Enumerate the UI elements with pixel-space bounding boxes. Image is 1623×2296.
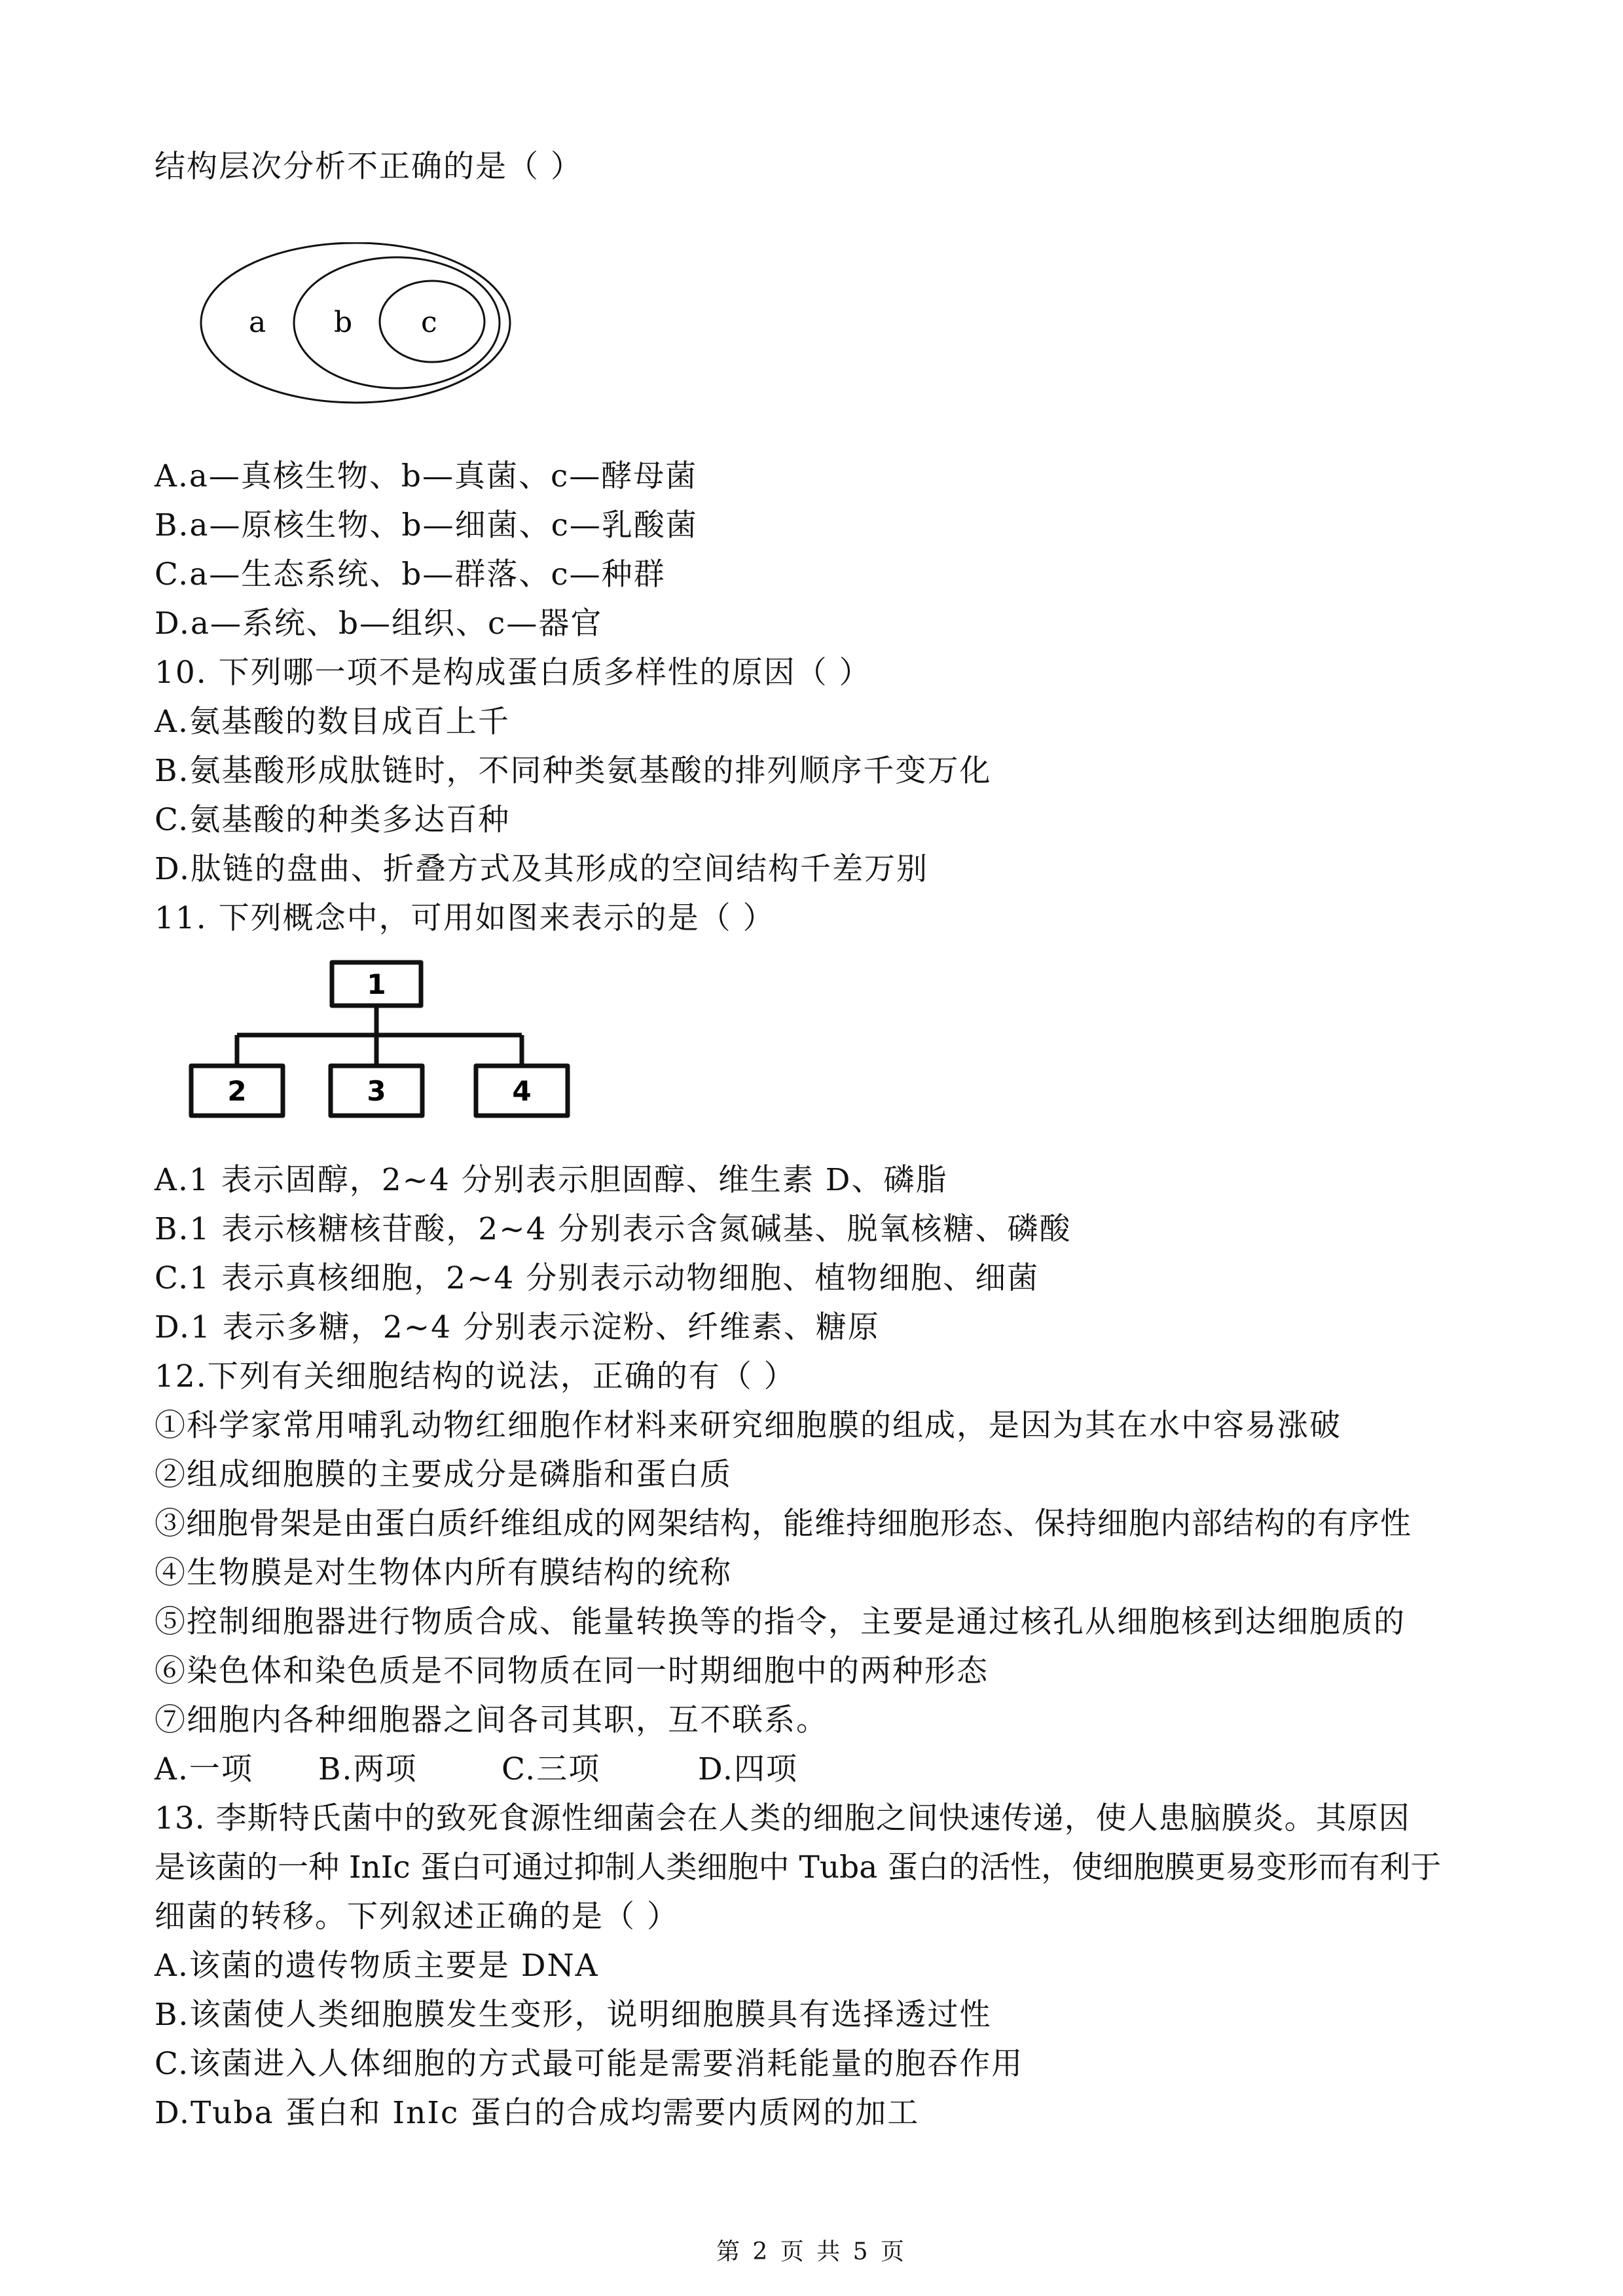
q12-stem: 12.下列有关细胞结构的说法，正确的有（ ） xyxy=(155,1358,796,1394)
nested-ellipse-diagram xyxy=(190,242,530,432)
q12-options-row xyxy=(155,1750,798,1789)
q9-option-b: B.a—原核生物、b—细菌、c—乳酸菌 xyxy=(155,507,698,543)
q11-option-d: D.1 表示多糖，2~4 分别表示淀粉、纤维素、糖原 xyxy=(155,1309,880,1345)
box-2-label: 2 xyxy=(227,1075,247,1107)
q13-option-a: A.该菌的遗传物质主要是 DNA xyxy=(155,1948,599,1984)
q10-option-d: D.肽链的盘曲、折叠方式及其形成的空间结构千差万别 xyxy=(155,851,928,887)
q13-option-c: C.该菌进入人体细胞的方式最可能是需要消耗能量的胞吞作用 xyxy=(155,2046,1024,2082)
q12-option-c: C.三项 xyxy=(501,1751,601,1787)
q10-option-c: C.氨基酸的种类多达百种 xyxy=(155,802,511,838)
box-3-label: 3 xyxy=(367,1075,386,1107)
label-c: c xyxy=(421,306,437,339)
ellipse-a xyxy=(201,243,510,403)
q9-option-c: C.a—生态系统、b—群落、c—种群 xyxy=(155,556,666,592)
q9-stem-tail: 结构层次分析不正确的是（ ） xyxy=(155,149,583,185)
q12-statement-2: ②组成细胞膜的主要成分是磷脂和蛋白质 xyxy=(155,1457,732,1493)
ellipse-b xyxy=(294,257,500,388)
q12-option-b: B.两项 xyxy=(318,1751,418,1787)
page-footer: 第 2 页 共 5 页 xyxy=(716,2238,907,2265)
q11-option-b: B.1 表示核糖核苷酸，2~4 分别表示含氮碱基、脱氧核糖、磷酸 xyxy=(155,1211,1072,1247)
label-a: a xyxy=(249,306,266,339)
q12-statement-3: ③细胞骨架是由蛋白质纤维组成的网架结构，能维持细胞形态、保持细胞内部结构的有序性 xyxy=(155,1506,1412,1542)
q12-option-d: D.四项 xyxy=(698,1751,798,1787)
q10-option-a: A.氨基酸的数目成百上千 xyxy=(155,704,510,740)
q13-option-b: B.该菌使人类细胞膜发生变形，说明细胞膜具有选择透过性 xyxy=(155,1997,992,2033)
q13-stem-line-2: 是该菌的一种 InIc 蛋白可通过抑制人类细胞中 Tuba 蛋白的活性，使细胞膜更易变形而有利于 xyxy=(155,1850,1442,1886)
q12-statement-7: ⑦细胞内各种细胞器之间各司其职，互不联系。 xyxy=(155,1702,828,1738)
label-b: b xyxy=(334,306,353,339)
q10-option-b: B.氨基酸形成肽链时，不同种类氨基酸的排列顺序千变万化 xyxy=(155,753,992,789)
q10-stem: 10. 下列哪一项不是构成蛋白质多样性的原因（ ） xyxy=(155,655,871,691)
q13-stem-line-3: 细菌的转移。下列叙述正确的是（ ） xyxy=(155,1899,679,1935)
q11-stem: 11. 下列概念中，可用如图来表示的是（ ） xyxy=(155,900,775,936)
q12-statement-5: ⑤控制细胞器进行物质合成、能量转换等的指令，主要是通过核孔从细胞核到达细胞质的 xyxy=(155,1604,1406,1640)
q12-statement-4: ④生物膜是对生物体内所有膜结构的统称 xyxy=(155,1555,732,1591)
q9-option-d: D.a—系统、b—组织、c—器官 xyxy=(155,606,603,642)
q13-stem-line-1: 13. 李斯特氏菌中的致死食源性细菌会在人类的细胞之间快速传递，使人患脑膜炎。其原因 xyxy=(155,1800,1410,1836)
hierarchy-box-diagram xyxy=(183,955,589,1131)
q11-option-c: C.1 表示真核细胞，2~4 分别表示动物细胞、植物细胞、细菌 xyxy=(155,1260,1040,1296)
box-4-label: 4 xyxy=(512,1075,532,1107)
q11-option-a: A.1 表示固醇，2~4 分别表示胆固醇、维生素 D、磷脂 xyxy=(155,1162,948,1198)
box-1-label: 1 xyxy=(367,968,386,1000)
q12-option-a: A.一项 xyxy=(155,1751,253,1787)
q12-statement-6: ⑥染色体和染色质是不同物质在同一时期细胞中的两种形态 xyxy=(155,1653,989,1689)
q12-statement-1: ①科学家常用哺乳动物红细胞作材料来研究细胞膜的组成，是因为其在水中容易涨破 xyxy=(155,1408,1341,1444)
q13-option-d: D.Tuba 蛋白和 InIc 蛋白的合成均需要内质网的加工 xyxy=(155,2095,920,2131)
q9-option-a: A.a—真核生物、b—真菌、c—酵母菌 xyxy=(155,458,698,494)
